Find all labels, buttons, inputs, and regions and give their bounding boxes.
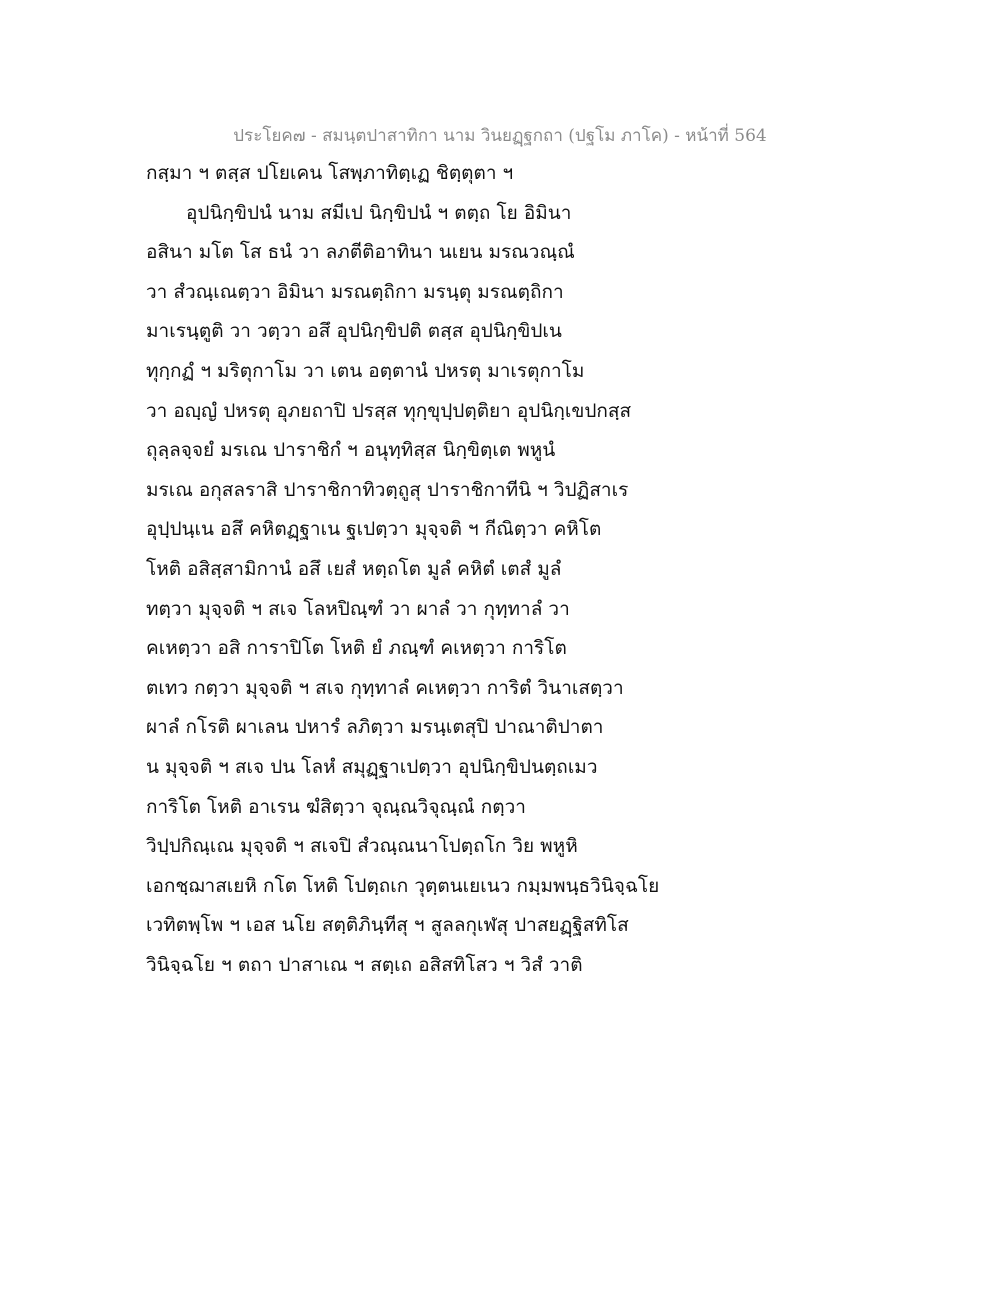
text-line: ถุลฺลจฺจยํ มรเณ ปาราชิกํ ฯ อนุทฺทิสฺส นิกฺขิตฺเต พหูนํ <box>146 439 556 462</box>
text-line: กสฺมา ฯ ตสฺส ปโยเคน โสพฺภาทิตฺเฏ ชิตฺตุตา ฯ <box>146 162 514 184</box>
text-line: อสินา มโต โส ธนํ วา ลภตีติอาทินา นเยน มรณวณฺณํ <box>146 241 575 264</box>
text-line: น มุจฺจติ ฯ สเจ ปน โลหํ สมุฏฺฐาเปตฺวา อุปนิกฺขิปนตฺถเมว <box>146 755 598 778</box>
text-line: เอกชฺฌาสเยหิ กโต โหติ โปตฺถเก วุตฺตนเยเนว กมฺมพนฺธวินิจฺฉโย <box>146 874 660 897</box>
text-line: วา สํวณฺเณตฺวา อิมินา มรณตฺถิกา มรนฺตุ มรณตฺถิกา <box>146 280 564 303</box>
text-line: มรเณ อกุสลราสิ ปาราชิกาทิวตฺถูสุ ปาราชิกาทีนิ ฯ วิปฏิสาเร <box>146 478 629 501</box>
text-line: การิโต โหติ อาเรน ฆํสิตฺวา จุณฺณวิจุณฺณํ กตฺวา <box>146 795 526 818</box>
body-text <box>146 160 706 991</box>
text-line: ทุกฺกฏํ ฯ มริตุกาโม วา เตน อตฺตานํ ปหรตุ มาเรตุกาโม <box>146 359 585 382</box>
text-line: อุปฺปนฺเน อสึ คหิตฏฺฐาเน ฐเปตฺวา มุจฺจติ ฯ กีณิตฺวา คหิโต <box>146 518 602 541</box>
text-line: วิปฺปกิณฺเณ มุจฺจติ ฯ สเจปิ สํวณฺณนาโปตฺถโก วิย พหูหิ <box>146 835 578 858</box>
text-line: โหติ อสิสฺสามิกานํ อสึ เยสํ หตฺถโต มูลํ คหิตํ เตสํ มูลํ <box>146 557 562 580</box>
text-line: ตเทว กตฺวา มุจฺจติ ฯ สเจ กุทฺทาลํ คเหตฺวา การิตํ วินาเสตฺวา <box>146 676 624 699</box>
text-line: คเหตฺวา อสิ การาปิโต โหติ ยํ ภณฺฑํ คเหตฺวา การิโต <box>146 637 567 660</box>
text-line: ทตฺวา มุจฺจติ ฯ สเจ โลหปิณฺฑํ วา ผาลํ วา กุทฺทาลํ วา <box>146 597 570 620</box>
text-line: มาเรนฺตูติ วา วตฺวา อสึ อุปนิกฺขิปติ ตสฺส อุปนิกฺขิปเน <box>146 320 562 343</box>
text-line: เวทิตพฺโพ ฯ เอส นโย สตฺติภินฺทีสุ ฯ สูลลกุเฬสุ ปาสยฏฺฐิสทิโส <box>146 914 629 937</box>
running-header: ประโยค๗ - สมนฺตปาสาทิกา นาม วินยฏฺฐกถา (ปฐโม ภาโค) - หน้าที่ 564 <box>233 126 767 146</box>
text-line: ผาลํ กโรติ ผาเลน ปหารํ ลภิตฺวา มรนฺเตสุปิ ปาณาติปาตา <box>146 716 604 739</box>
text-line-paragraph-start: อุปนิกฺขิปนํ นาม สมีเป นิกฺขิปนํ ฯ ตตฺถ โย อิมินา <box>186 201 572 224</box>
text-line: วา อญฺญํ ปหรตุ อุภยถาปิ ปรสฺส ทุกฺขุปฺปตฺติยา อุปนิกฺเขปกสฺส <box>146 399 632 422</box>
text-line: วินิจฺฉโย ฯ ตถา ปาสาเณ ฯ สตฺเถ อสิสทิโสว ฯ วิสํ วาติ <box>146 953 583 976</box>
